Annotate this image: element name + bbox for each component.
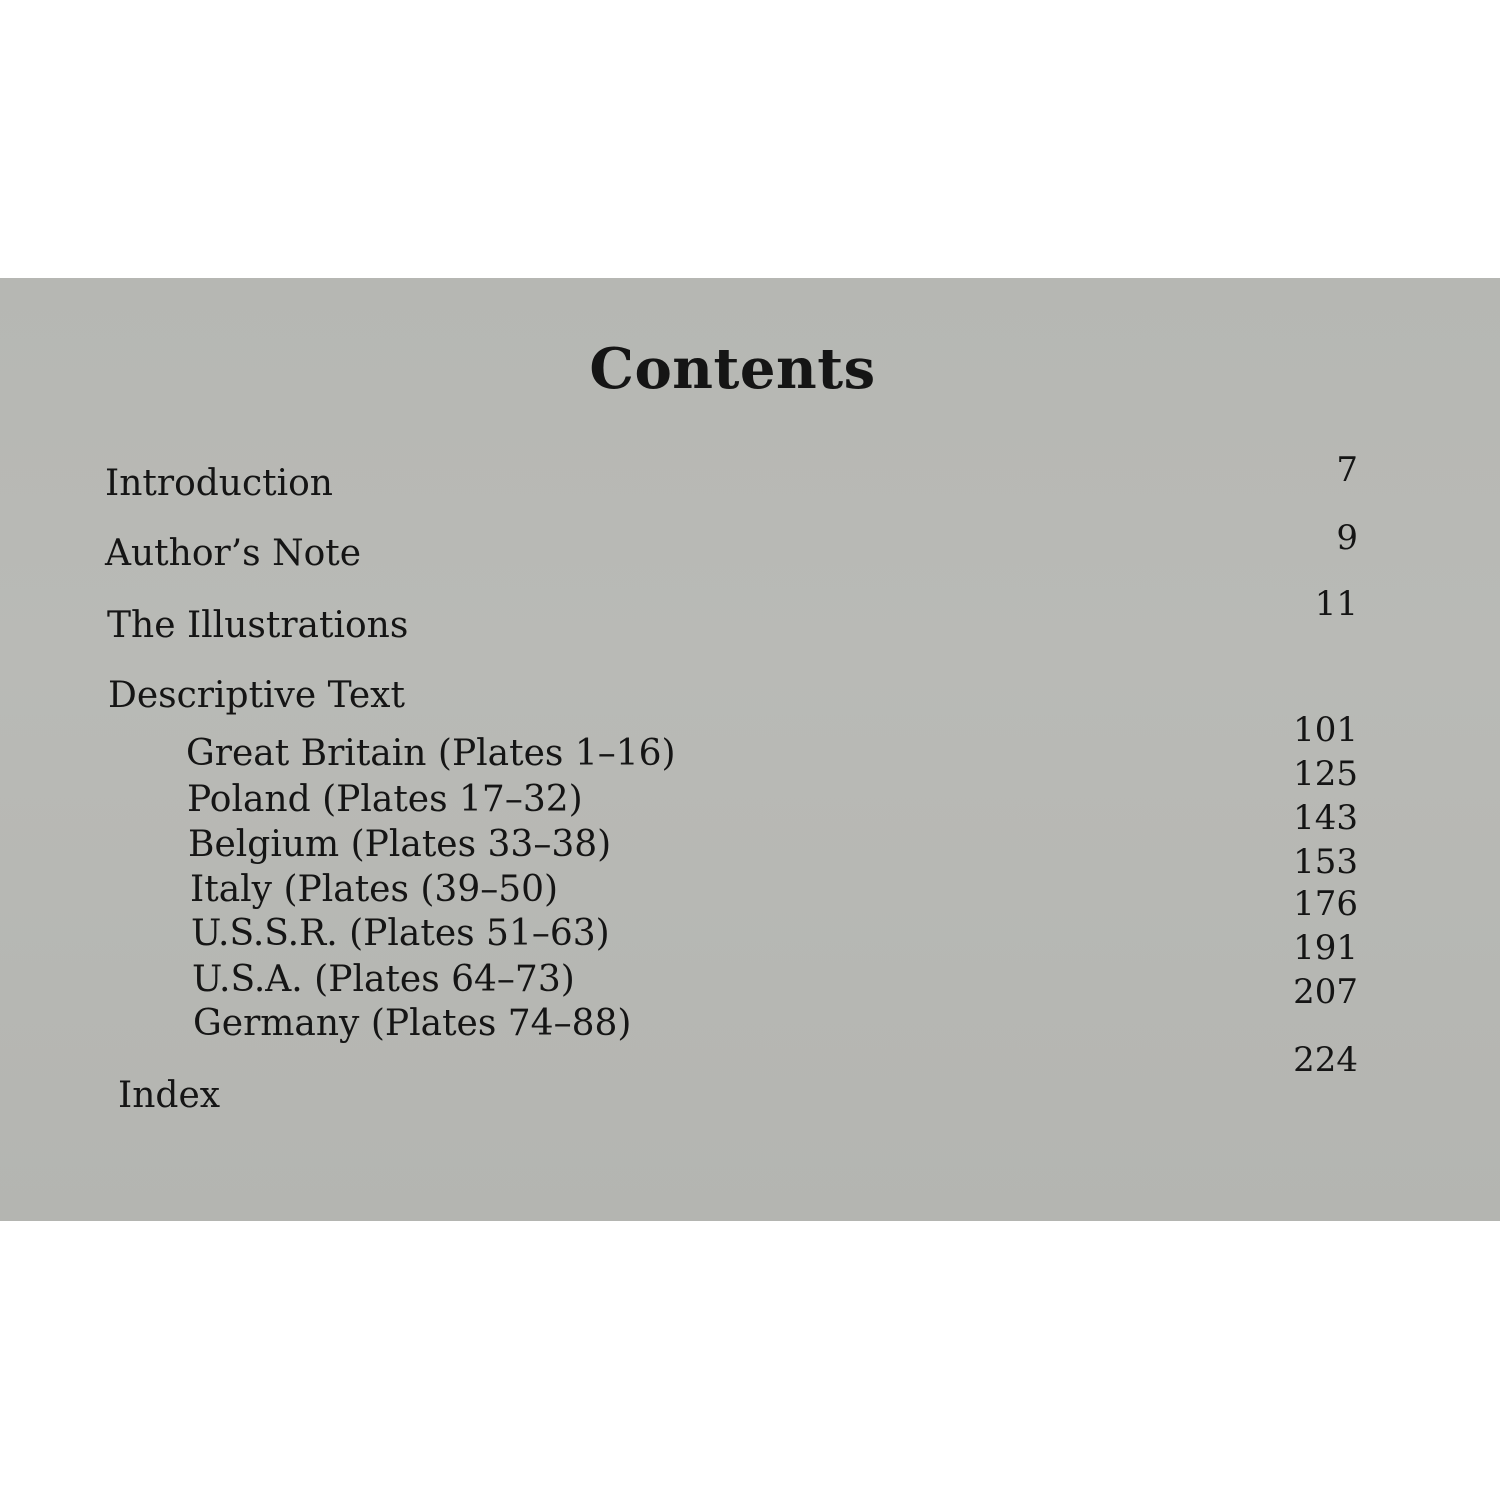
page-number-introduction: 7: [1336, 450, 1358, 490]
page-number-ussr: 176: [1293, 884, 1358, 924]
entry-usa: U.S.A. (Plates 64–73): [192, 959, 575, 1000]
entry-descriptive-text: Descriptive Text: [108, 675, 405, 716]
page-number-index: 224: [1293, 1040, 1358, 1080]
entry-authors-note: Author’s Note: [105, 533, 362, 574]
page-number-italy: 153: [1293, 842, 1358, 882]
entry-italy: Italy (Plates (39–50): [190, 869, 559, 910]
entry-introduction: Introduction: [105, 463, 333, 504]
entry-great-britain: Great Britain (Plates 1–16): [186, 733, 676, 774]
entry-belgium: Belgium (Plates 33–38): [188, 824, 612, 865]
page-number-belgium: 143: [1293, 798, 1358, 838]
book-page: [0, 278, 1500, 1221]
entry-index: Index: [118, 1075, 221, 1116]
entry-poland: Poland (Plates 17–32): [187, 779, 583, 820]
entry-the-illustrations: The Illustrations: [107, 605, 409, 646]
page-number-the-illustrations: 11: [1314, 584, 1358, 624]
page-number-poland: 125: [1293, 754, 1358, 794]
page-number-authors-note: 9: [1336, 518, 1358, 558]
page-number-usa: 191: [1293, 928, 1358, 968]
page-title: Contents: [589, 336, 876, 402]
entry-ussr: U.S.S.R. (Plates 51–63): [191, 913, 610, 954]
page-number-great-britain: 101: [1293, 710, 1358, 750]
page-number-germany: 207: [1293, 972, 1358, 1012]
entry-germany: Germany (Plates 74–88): [193, 1003, 632, 1044]
